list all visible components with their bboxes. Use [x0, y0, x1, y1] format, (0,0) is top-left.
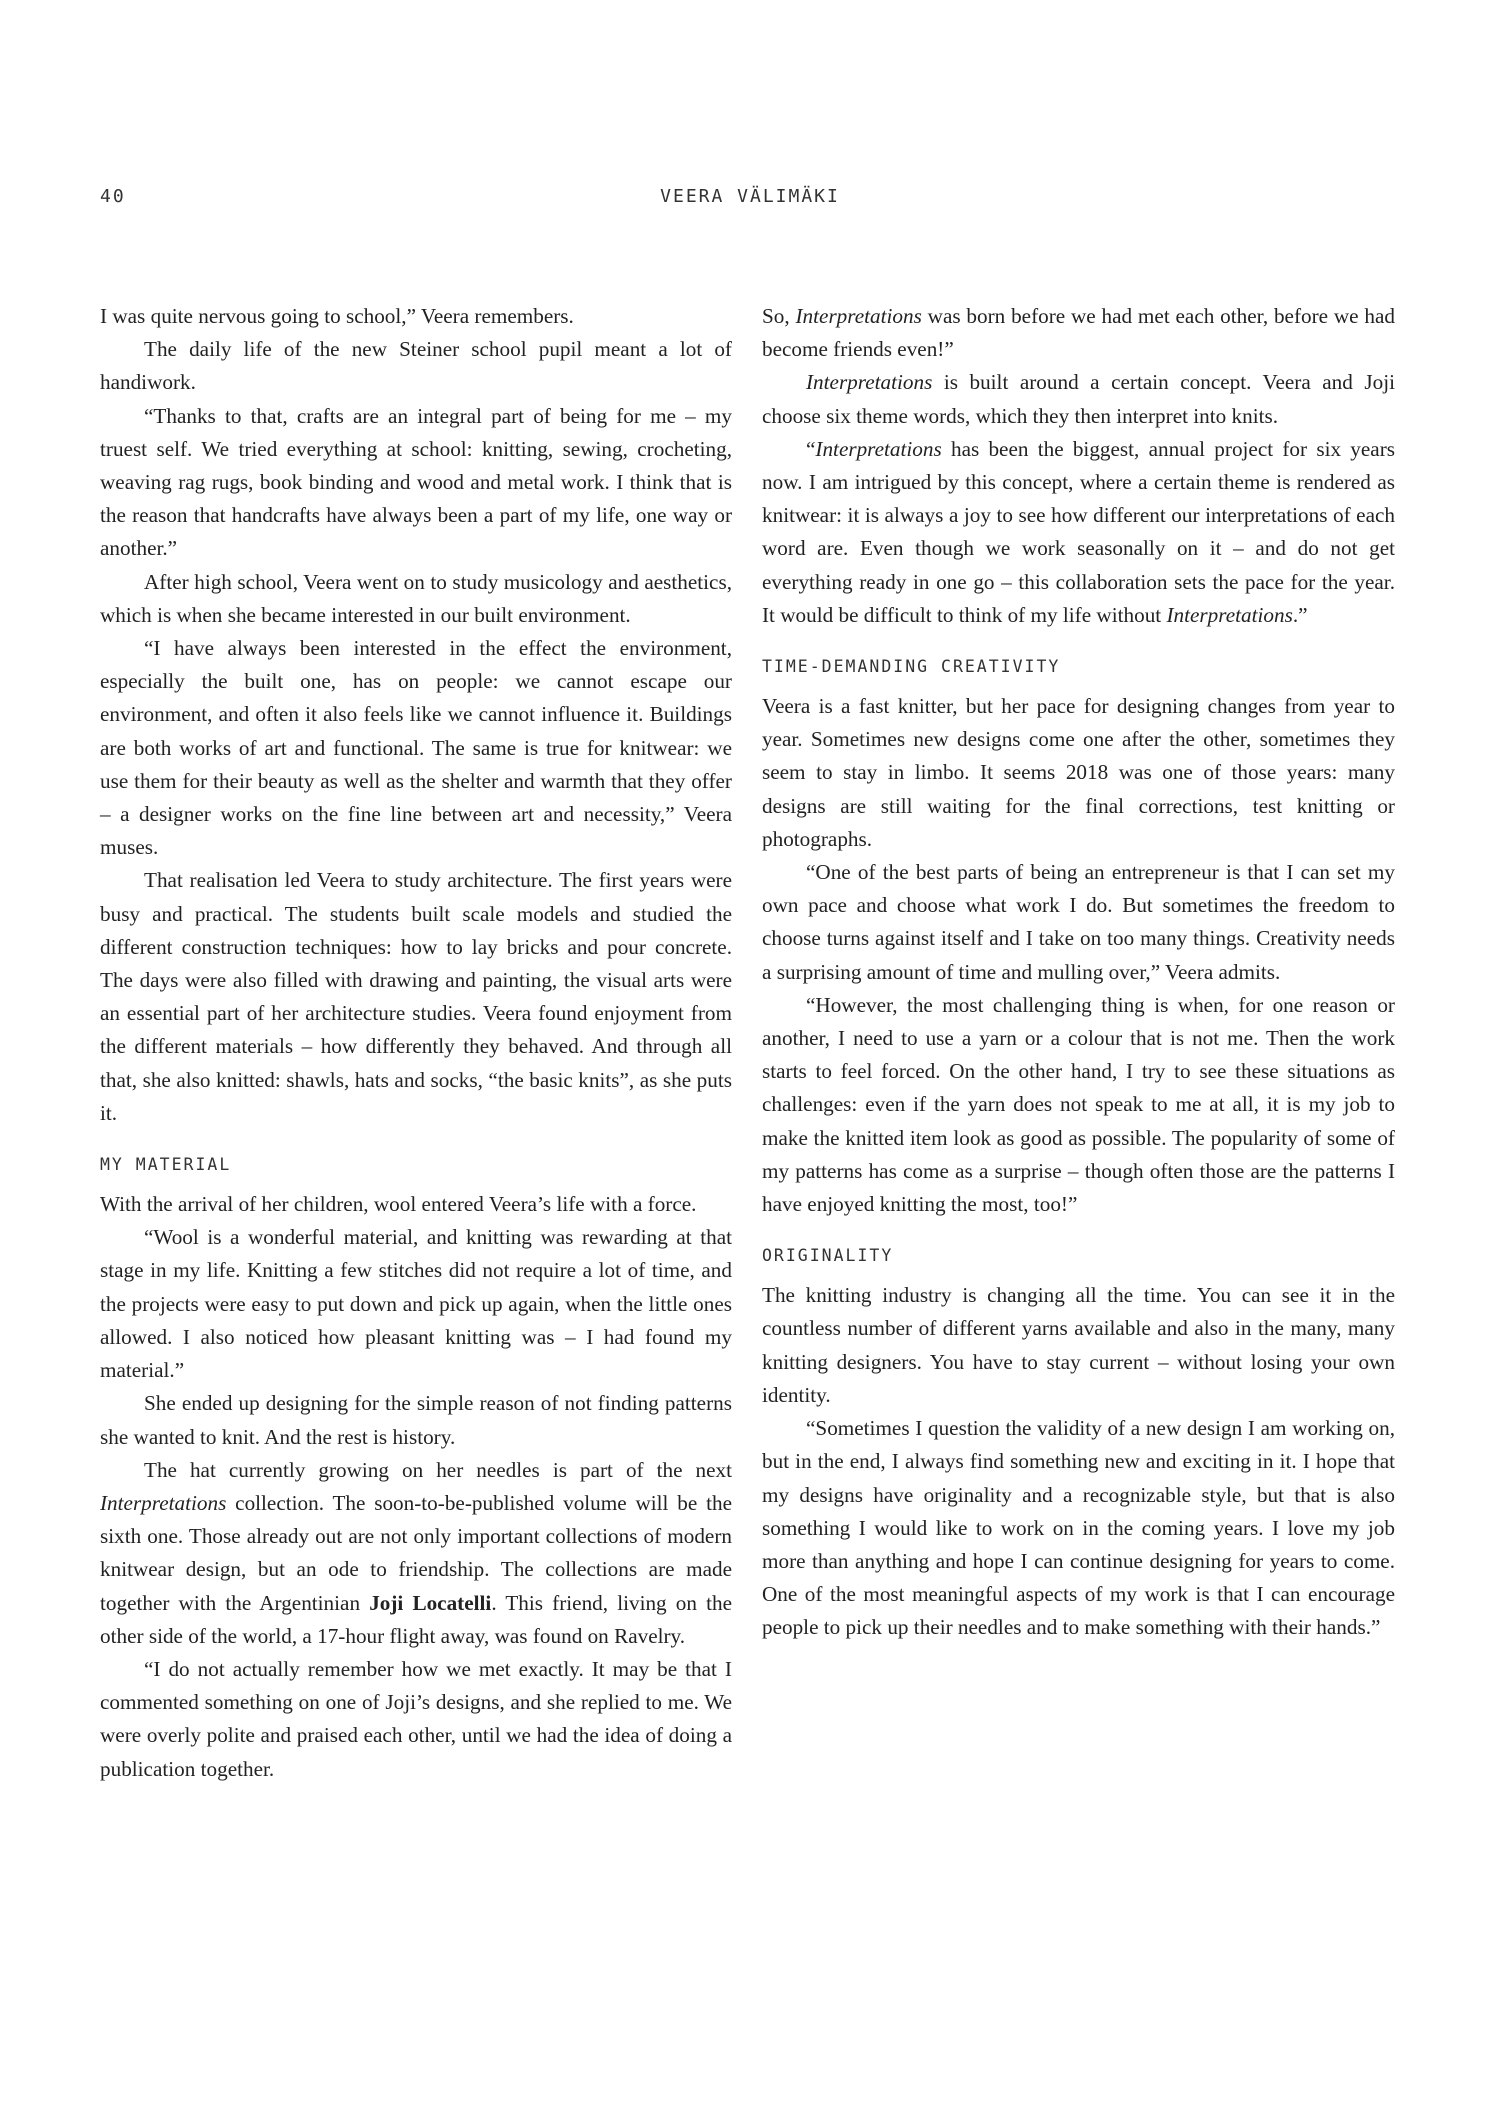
book-title: Interpretations	[1166, 602, 1293, 627]
section-heading-my-material: MY MATERIAL	[100, 1155, 232, 1175]
paragraph: “I do not actually remember how we met exactly. It may be that I commented something on one of Joji’s designs, and she replied to me. We were overly polite and praised each other, until we had the idea of doing a publication together.	[100, 1656, 732, 1781]
text-run: .”	[1292, 602, 1308, 627]
text-run: is built around a certain concept. Veera and Joji choose six theme words, which they then interpret into knits.	[762, 370, 1395, 428]
paragraph: She ended up designing for the simple reason of not finding patterns she wanted to knit. And the rest is history.	[100, 1391, 732, 1449]
section-heading-time-demanding-creativity: TIME-DEMANDING CREATIVITY	[762, 657, 1061, 677]
running-head	[100, 186, 1400, 210]
text-run: The hat currently growing on her needles is part of the next	[144, 1457, 732, 1482]
paragraph: Veera is a fast knitter, but her pace for designing changes from year to year. Sometimes new designs come one after the other, sometimes they seem to stay in limbo. It seems 2018 was one of those years: many designs are still waiting for the final corrections, test knitting or photographs.	[762, 694, 1395, 851]
paragraph: “Sometimes I question the validity of a new design I am working on, but in the end, I always find something new and exciting in it. I hope that my designs have originality and a recognizable style, but that is also something I would like to work on in the coming years. I love my job more than anything and hope I can continue designing for years to come. One of the most meaningful aspects of my work is that I can encourage people to pick up their needles and to make something with their hands.”	[762, 1416, 1395, 1640]
text-run: was born before we had met each other, before we had become friends even!”	[762, 304, 1395, 362]
text-run: “	[806, 436, 816, 461]
paragraph: That realisation led Veera to study architecture. The first years were busy and practical. The students built scale models and studied the different construction techniques: how to lay bricks and pour concrete. The days were also filled with drawing and painting, the visual arts were an essential part of her architecture studies. Veera found enjoyment from the different materials – how differently they behaved. And through all that, she also knitted: shawls, hats and socks, “the basic knits”, as she puts it.	[100, 868, 732, 1125]
paragraph	[100, 1454, 732, 1653]
book-title: Interpretations	[806, 370, 933, 395]
running-title: VEERA VÄLIMÄKI	[660, 186, 840, 207]
book-title: Interpretations	[795, 304, 922, 328]
book-title: Interpretations	[100, 1490, 227, 1515]
paragraph: I was quite nervous going to school,” Veera remembers.	[100, 304, 574, 328]
right-column	[762, 300, 1395, 1645]
text-run: collection. The soon-to-be-published volume will be the sixth one. Those already out are not only important collections of modern knitwear design, but an ode to friendship. The collections are made together with the Argentinian	[100, 1490, 732, 1615]
paragraph: “One of the best parts of being an entrepreneur is that I can set my own pace and choose what work I do. But sometimes the freedom to choose turns against itself and I take on too many things. Creativity needs a surprising amount of time and mulling over,” Veera admits.	[762, 860, 1395, 984]
paragraph: “I have always been interested in the effect the environment, especially the built one, has on people: we cannot escape our environment, and often it also feels like we cannot influence it. Buildings are both works of art and functional. The same is true for knitwear: we use them for their beauty as well as the shelter and warmth that they offer – a designer works on the fine line between art and necessity,” Veera muses.	[100, 636, 732, 860]
text-run: . This friend, living on the other side of the world, a 17-hour flight away, was found on Ravelry.	[100, 1590, 732, 1648]
paragraph: “Wool is a wonderful material, and knitting was rewarding at that stage in my life. Knitting a few stitches did not require a lot of time, and the projects were easy to put down and pick up again, when the little ones allowed. I also noticed how pleasant knitting was – I had found my material.”	[100, 1225, 732, 1383]
paragraph	[762, 366, 1395, 432]
text-run: So,	[762, 304, 796, 328]
left-column	[100, 300, 732, 1786]
paragraph: The daily life of the new Steiner school pupil meant a lot of handiwork.	[100, 337, 732, 395]
paragraph: “Thanks to that, crafts are an integral part of being for me – my truest self. We tried everything at school: knitting, sewing, crocheting, weaving rag rugs, book binding and wood and metal work. I think that is the reason that handcrafts have always been a part of my life, one way or another.”	[100, 403, 732, 561]
paragraph	[762, 300, 1395, 366]
paragraph: The knitting industry is changing all the time. You can see it in the countless number of different yarns available and also in the many, many knitting designers. You have to stay current – without losing your own identity.	[762, 1283, 1395, 1407]
paragraph	[762, 433, 1395, 632]
paragraph: With the arrival of her children, wool entered Veera’s life with a force.	[100, 1192, 697, 1217]
paragraph: After high school, Veera went on to study musicology and aesthetics, which is when she became interested in our built environment.	[100, 569, 732, 627]
section-heading-originality: ORIGINALITY	[762, 1246, 894, 1266]
book-title: Interpretations	[815, 436, 942, 461]
paragraph: “However, the most challenging thing is when, for one reason or another, I need to use a yarn or a colour that is not me. Then the work starts to feel forced. On the other hand, I try to see these situations as challenges: even if the yarn does not speak to me at all, it is my job to make the knitted item look as good as possible. The popularity of some of my patterns has come as a surprise – though often those are the patterns I have enjoyed knitting the most, too!”	[762, 992, 1395, 1217]
text-run: has been the biggest, annual project for six years now. I am intrigued by this concept, where a certain theme is rendered as knitwear: it is always a joy to see how different our interpretations of each word are. Even though we work seasonally on it – and do not get everything ready in one go – this collaboration sets the pace for the year. It would be difficult to think of my life without	[762, 436, 1395, 627]
person-name: Joji Locatelli	[369, 1590, 492, 1615]
page-number: 40	[100, 186, 126, 207]
